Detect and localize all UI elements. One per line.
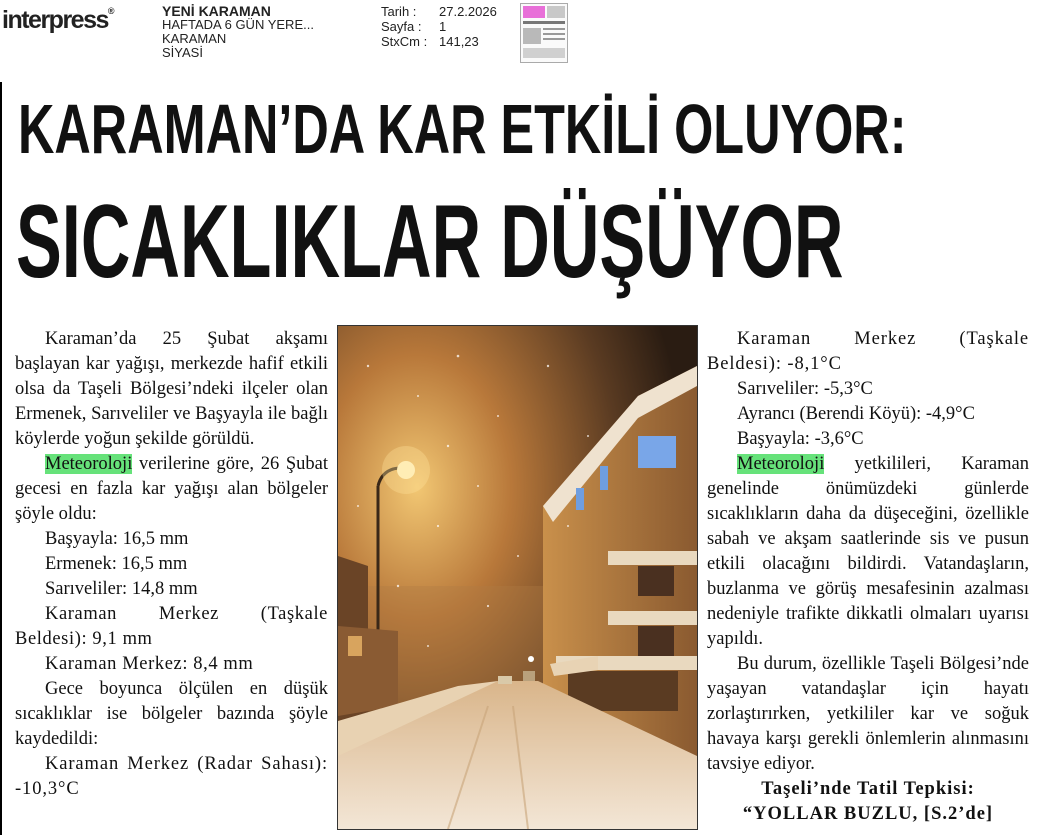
interpress-logo [2,6,115,35]
page-thumbnail[interactable] [520,3,568,63]
publication-section: SİYASİ [162,45,203,60]
temperature-item: Sarıveliler: -5,3°C [737,379,873,399]
left-border-rule [0,82,2,835]
rainfall-item: Karaman Merkez: 8,4 mm [45,654,254,674]
stxcm-label: StxCm : [381,34,428,49]
clipping-meta [381,4,497,49]
publication-name: YENİ KARAMAN [162,3,271,19]
rainfall-item: Ermenek: 16,5 mm [45,554,188,574]
date-value: 27.2.2026 [439,4,497,19]
paragraph: Gece boyunca ölçülen en düşük sıcaklıklar ise bölgeler bazında şöyle kaydedildi: [15,679,328,749]
rainfall-item: Karaman Merkez (Taşkale Beldesi): 9,1 mm [15,604,328,649]
publication-city: KARAMAN [162,31,227,46]
snowy-street-photo [337,325,698,830]
headline-line-2: SICAKLIKLAR DÜŞÜYOR [16,184,844,300]
date-row [381,4,497,19]
paragraph-text: yetkilileri, Karaman genelinde önümüzdeki günlerde sıcaklıkların daha da düşeceğini, özellikle sabah ve akşam saatlerinde sis ve pusun etkili olacağını bildirdi. Vatandaşların, buzlanma ve görüş mesafesinin azalması nedeniyle trafikte dikkatli olmaları uyarısı yapıldı. [707,454,1029,649]
article-column-2 [707,327,1029,827]
paragraph: Bu durum, özellikle Taşeli Bölgesi’nde yaşayan vatandaşlar için hayatı zorlaştırırken, yetkililer kar ve soğuk havaya karşı gerekli önlemlerin alınmasını tavsiye ediyor. [707,654,1029,774]
temperature-item: Ayrancı (Berendi Köyü): -4,9°C [737,404,975,424]
paragraph [707,452,1029,652]
paragraph: Karaman’da 25 Şubat akşamı başlayan kar yağışı, merkezde hafif etkili olsa da Taşeli Bölgesi’ndeki ilçeler olan Ermenek, Sarıveliler ve Başyayla ile bağlı köylerde yoğun şekilde görüldü. [15,329,328,449]
page-value: 1 [439,19,447,34]
highlighted-term: Meteoroloji [45,454,133,474]
page-row [381,19,497,34]
temperature-item: Başyayla: -3,6°C [737,429,864,449]
stxcm-row [381,34,497,49]
rainfall-item: Sarıveliler: 14,8 mm [45,579,198,599]
temperature-item: Karaman Merkez (Radar Sahası): -10,3°C [15,754,328,799]
registered-mark: ® [107,6,115,16]
temperature-item: Karaman Merkez (Taşkale Beldesi): -8,1°C [707,329,1029,374]
highlighted-term: Meteoroloji [737,454,825,474]
article-column-1 [15,327,328,802]
date-label: Tarih : [381,4,417,19]
page-label: Sayfa : [381,19,422,34]
logo-text: interpress [2,6,108,34]
subheading: Taşeli’nde Tatil Tepkisi: [761,779,975,799]
paragraph-text: verilerine göre, 26 Şubat gecesi en fazla kar yağışı alan bölgeler şöyle oldu: [15,454,328,524]
stxcm-value: 141,23 [439,34,479,49]
rainfall-item: Başyayla: 16,5 mm [45,529,189,549]
headline-line-1: KARAMAN’DA KAR ETKİLİ OLUYOR: [18,90,907,168]
paragraph [15,452,328,527]
continuation-reference[interactable]: “YOLLAR BUZLU, [S.2’de] [742,804,994,824]
publication-info [162,4,314,60]
publication-frequency: HAFTADA 6 GÜN YERE... [162,17,314,32]
